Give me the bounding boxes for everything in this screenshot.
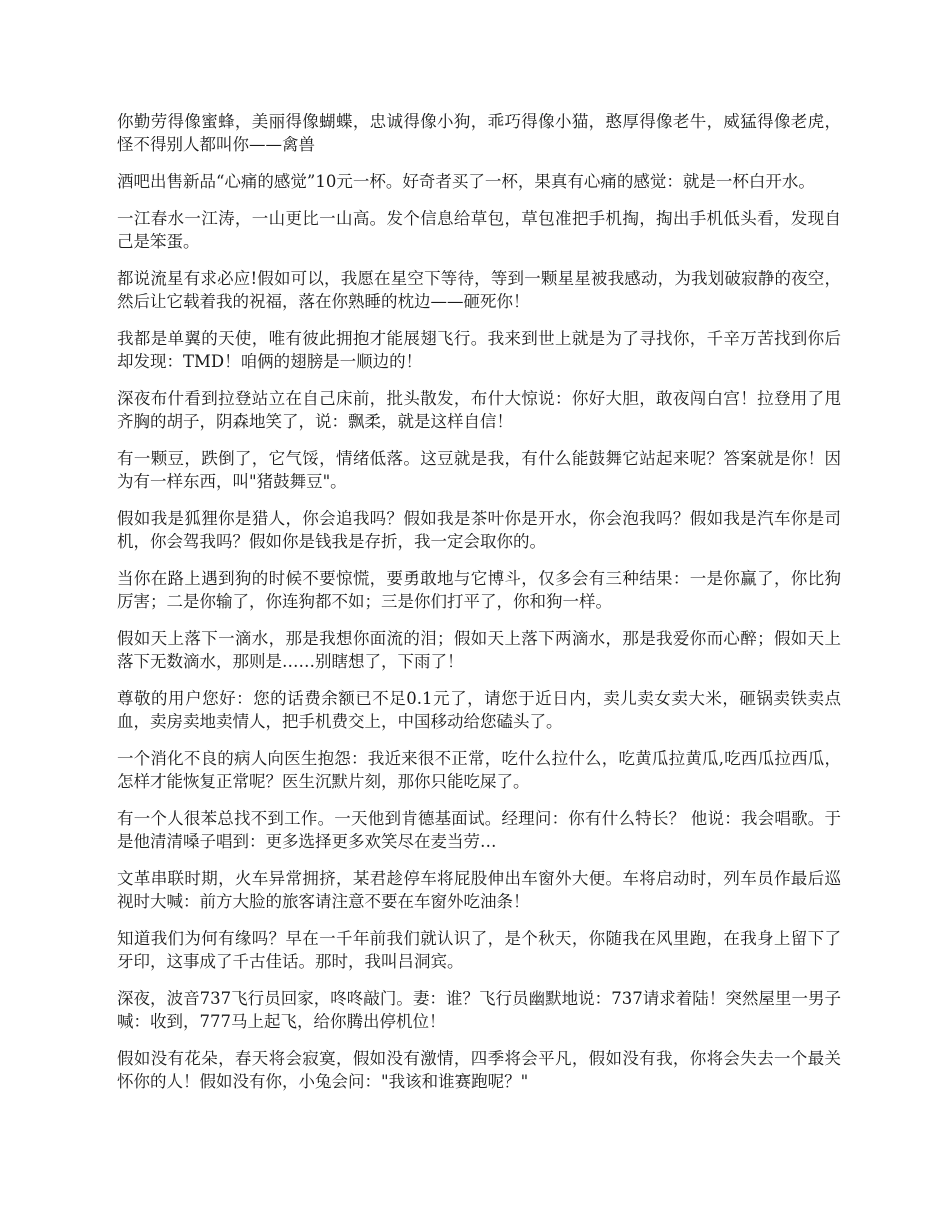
paragraph-1: 你勤劳得像蜜蜂，美丽得像蝴蝶，忠诚得像小狗，乖巧得像小猫，憨厚得像老牛，威猛得像老虎，怪不得别人都叫你——禽兽 [117, 112, 841, 154]
paragraph-6: 深夜布什看到拉登站立在自己床前，批头散发，布什大惊说：你好大胆，敢夜闯白宫！拉登用了甩齐胸的胡子，阴森地笑了，说：飘柔，就是这样自信！ [117, 389, 841, 431]
paragraph-9: 当你在路上遇到狗的时候不要惊慌，要勇敢地与它博斗，仅多会有三种结果：一是你赢了，你比狗厉害；二是你输了，你连狗都不如；三是你们打平了，你和狗一样。 [117, 569, 841, 611]
paragraph-10: 假如天上落下一滴水，那是我想你面流的泪；假如天上落下两滴水，那是我爱你而心醉；假如天上落下无数滴水，那则是……别瞎想了，下雨了！ [117, 629, 841, 671]
paragraph-12: 一个消化不良的病人向医生抱怨：我近来很不正常，吃什么拉什么，吃黄瓜拉黄瓜,吃西瓜拉西瓜，怎样才能恢复正常呢？医生沉默片刻，那你只能吃屎了。 [117, 749, 841, 791]
paragraph-5: 我都是单翼的天使，唯有彼此拥抱才能展翅飞行。我来到世上就是为了寻找你，千辛万苦找到你后却发现：TMD！咱俩的翅膀是一顺边的！ [117, 329, 841, 371]
paragraph-8: 假如我是狐狸你是猎人，你会追我吗？假如我是茶叶你是开水，你会泡我吗？假如我是汽车你是司机，你会驾我吗？假如你是钱我是存折，我一定会取你的。 [117, 509, 841, 551]
paragraph-3: 一江春水一江涛，一山更比一山高。发个信息给草包，草包准把手机掏，掏出手机低头看，发现自己是笨蛋。 [117, 209, 841, 251]
paragraph-16: 深夜，波音737飞行员回家，咚咚敲门。妻：谁？飞行员幽默地说：737请求着陆！突然屋里一男子喊：收到，777马上起飞，给你腾出停机位！ [117, 989, 841, 1031]
paragraph-2: 酒吧出售新品“心痛的感觉”10元一杯。好奇者买了一杯，果真有心痛的感觉：就是一杯白开水。 [117, 172, 815, 191]
paragraph-14: 文革串联时期，火车异常拥挤，某君趁停车将屁股伸出车窗外大便。车将启动时，列车员作最后巡视时大喊：前方大脸的旅客请注意不要在车窗外吃油条！ [117, 869, 841, 911]
paragraph-17: 假如没有花朵，春天将会寂寞，假如没有激情，四季将会平凡，假如没有我，你将会失去一个最关怀你的人！假如没有你，小兔会问："我该和谁赛跑呢？" [117, 1049, 841, 1091]
paragraph-15: 知道我们为何有缘吗？早在一千年前我们就认识了，是个秋天，你随我在风里跑，在我身上留下了牙印，这事成了千古佳话。那时，我叫吕洞宾。 [117, 929, 841, 971]
document-body [117, 110, 841, 1107]
paragraph-11: 尊敬的用户您好：您的话费余额已不足0.1元了，请您于近日内，卖儿卖女卖大米，砸锅卖铁卖点血，卖房卖地卖情人，把手机费交上，中国移动给您磕头了。 [117, 689, 841, 731]
paragraph-7: 有一颗豆，跌倒了，它气馁，情绪低落。这豆就是我，有什么能鼓舞它站起来呢？答案就是你！因为有一样东西，叫"猪鼓舞豆"。 [117, 449, 841, 491]
paragraph-4: 都说流星有求必应!假如可以，我愿在星空下等待，等到一颗星星被我感动，为我划破寂静的夜空，然后让它载着我的祝福，落在你熟睡的枕边——砸死你！ [117, 269, 841, 311]
paragraph-13: 有一个人很苯总找不到工作。一天他到肯德基面试。经理问：你有什么特长？ 他说：我会唱歌。于是他清清嗓子唱到：更多选择更多欢笑尽在麦当劳… [117, 809, 841, 851]
